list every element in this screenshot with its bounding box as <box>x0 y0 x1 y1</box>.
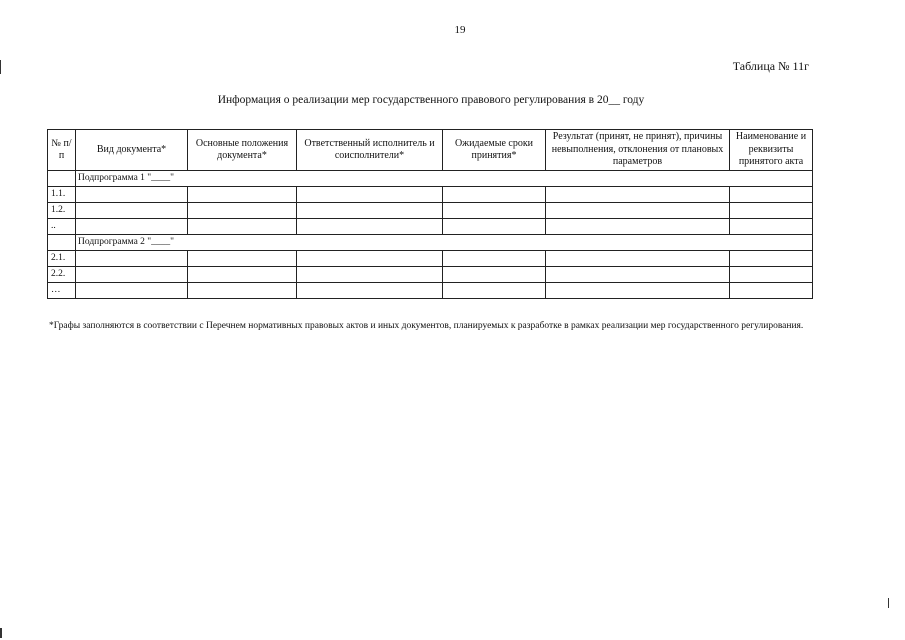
table-cell <box>546 219 730 235</box>
table-cell <box>297 219 443 235</box>
table-cell <box>443 283 546 299</box>
page-number: 19 <box>454 24 466 36</box>
table-cell <box>443 203 546 219</box>
table-cell <box>730 219 813 235</box>
footnote: *Графы заполняются в соответствии с Перечнем нормативных правовых актов и иных документов, планируемых к разработке в рамках реализации мер государственного регулирования. <box>49 321 804 331</box>
table-cell <box>188 267 297 283</box>
table-cell <box>76 187 188 203</box>
table-cell <box>76 283 188 299</box>
table-cell <box>188 203 297 219</box>
table-cell <box>76 251 188 267</box>
row-number: … <box>48 283 76 299</box>
table-label: Таблица № 11г <box>732 59 809 73</box>
table-cell <box>730 187 813 203</box>
table-cell <box>48 235 76 251</box>
table-row <box>48 187 813 203</box>
table-row <box>48 219 813 235</box>
scan-edge-mark <box>0 628 2 638</box>
row-number: .. <box>48 219 76 235</box>
table-cell <box>443 267 546 283</box>
table-cell <box>297 187 443 203</box>
row-number: 2.1. <box>48 251 76 267</box>
table-cell <box>297 267 443 283</box>
table-cell <box>48 171 76 187</box>
table-cell <box>546 187 730 203</box>
table-cell <box>297 203 443 219</box>
table-cell <box>546 203 730 219</box>
table-cell <box>730 251 813 267</box>
table-row <box>48 283 813 299</box>
table-cell <box>188 219 297 235</box>
table-cell <box>76 219 188 235</box>
table-cell <box>546 283 730 299</box>
table-cell <box>188 283 297 299</box>
subprogram-2-label: Подпрограмма 2 "____" <box>76 235 813 251</box>
row-number: 1.1. <box>48 187 76 203</box>
scan-edge-mark <box>0 60 1 74</box>
table-cell <box>443 187 546 203</box>
subprogram-1-label: Подпрограмма 1 "____" <box>76 171 813 187</box>
header-number: № п/п <box>48 130 76 171</box>
row-number: 1.2. <box>48 203 76 219</box>
table-row <box>48 267 813 283</box>
table-cell <box>730 203 813 219</box>
table-cell <box>76 203 188 219</box>
table-cell <box>297 251 443 267</box>
header-responsible-executor: Ответственный исполнитель и соисполнители* <box>297 130 443 171</box>
table-cell <box>730 283 813 299</box>
header-main-provisions: Основные положения документа* <box>188 130 297 171</box>
table-header-row <box>48 130 813 171</box>
table-cell <box>546 251 730 267</box>
table-cell <box>443 219 546 235</box>
subprogram-row <box>48 171 813 187</box>
subprogram-row <box>48 235 813 251</box>
table-cell <box>297 283 443 299</box>
row-number: 2.2. <box>48 267 76 283</box>
table-row <box>48 251 813 267</box>
scan-edge-mark <box>888 598 889 608</box>
header-expected-dates: Ожидаемые сроки принятия* <box>443 130 546 171</box>
header-document-type: Вид документа* <box>76 130 188 171</box>
table-cell <box>730 267 813 283</box>
table-cell <box>188 187 297 203</box>
document-title: Информация о реализации мер государственного правового регулирования в 20__ году <box>217 94 645 106</box>
header-result: Результат (принят, не принят), причины невыполнения, отклонения от плановых параметров <box>546 130 730 171</box>
table-cell <box>76 267 188 283</box>
table-row <box>48 203 813 219</box>
report-table <box>47 129 813 299</box>
table-cell <box>546 267 730 283</box>
header-act-details: Наименование и реквизиты принятого акта <box>730 130 813 171</box>
table-cell <box>443 251 546 267</box>
table-cell <box>188 251 297 267</box>
